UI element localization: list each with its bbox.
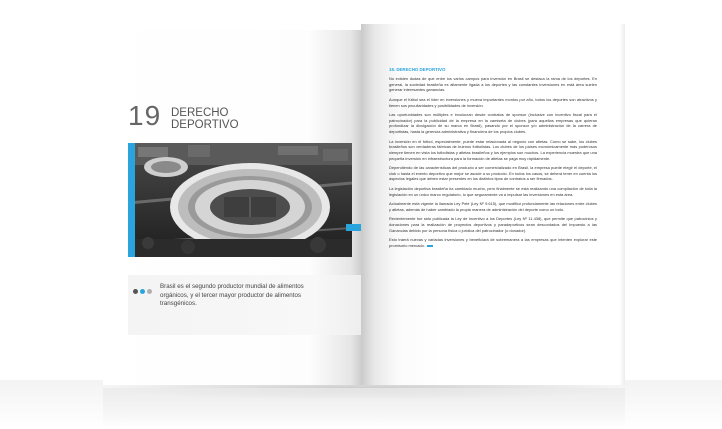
paragraph-7: Actualmente está vigente la llamada Ley Pelé (Ley Nº 9.615), que modificó profundamente las relaciones entre clubes y atletas, además de haber cambiado la propia manera de administración del deporte como un todo. bbox=[389, 201, 597, 212]
photo-accent-strip bbox=[128, 143, 135, 257]
paragraph-8: Recientemente fue sido publicada la Ley de Incentivo a los Deportes (Ley Nº 11.438), que permite que patrocinios y donaciones para la realización de proyectos deportivos y paradeportivos sean descontados del Impuesto a las Ganancias debido por la persona física o jurídica del patrocinador (o donador). bbox=[389, 216, 597, 233]
paragraph-6: La legislación deportiva brasileña ha cambiado mucho, pero finalmente se está realizando una compilación de toda la legislación en un único marco regulatorio, lo que seguramente va a impulsar las inversiones en esta área. bbox=[389, 185, 597, 197]
page-marker-bar bbox=[346, 224, 361, 231]
chapter-title bbox=[171, 107, 239, 131]
caption-text bbox=[160, 283, 350, 309]
book-reflection bbox=[103, 388, 625, 429]
paragraph-1: No existen dudas de que entre los varios campos para inversión en Brasil se destaca la rama de los deportes. En general, la sociedad brasileña es altamente ligada a los deportes y las constantes inversiones en está área suelen generar interesantes ganancias. bbox=[389, 76, 597, 93]
stadium-aerial-photo bbox=[128, 143, 352, 257]
caption-line-3: transgénicos. bbox=[160, 300, 197, 308]
dot-gray bbox=[147, 289, 152, 294]
section-heading: 19. DERECHO DEPORTIVO bbox=[389, 67, 446, 72]
chapter-number: 19 bbox=[128, 100, 162, 131]
paragraph-9-wrap bbox=[389, 237, 597, 248]
paragraph-3: Las oportunidades son múltiples e involucran desde contratos de sponsor (inclusive con incentivo fiscal para el patrocinador) para la publicidad de la empresa en la camiseta de clubes (para aquellas empresas que quieran profundizar la divulgación de su marca en Brasil), pasando por el sponsor y/o administración de la carrera de deportistas, hasta la gerencia administrativa y financiera de los propios clubes. bbox=[389, 112, 597, 135]
caption-line-2: orgánicos, y el tercer mayor productor de alimentos bbox=[160, 291, 302, 299]
caption-line-1: Brasil es el segundo productor mundial de alimentos bbox=[160, 283, 304, 290]
chapter-title-line2: DEPORTIVO bbox=[171, 119, 239, 131]
end-of-chapter-mark bbox=[427, 245, 433, 247]
bullet-dots bbox=[133, 289, 152, 294]
paragraph-4: La inversión en el fútbol, especialmente, puede estar relacionada al negocio con atletas. Como se sabe, los clubes brasileños son verdaderas fábricas de buenos futbolistas. Los clubes de los países económicamente más poderosos siempre tienen en vista los futbolistas y atletas brasileños y los ejemplos son muchos. La experiencia muestra que una pequeña inversión en infraestructura para la formación de atletas se paga muy rápidamente. bbox=[389, 138, 597, 161]
chapter-title-line1: DERECHO bbox=[171, 107, 229, 119]
dot-blue bbox=[140, 289, 145, 294]
paragraph-5: Dependiendo de las características del producto a ser comercializado en Brasil, la empresa puede elegir el deporte, el club o hasta el evento deportivo que mejor se asocie a su producto. En todos los casos, se deberá tener en cuenta los aspectos legales que deben estar presentes en los distintos tipos de contratos a ser firmados. bbox=[389, 165, 597, 182]
paragraph-9: Esto traerá nuevas y variadas inversiones y beneficiará de sobremanera a las empresas que intenten explorar este promisorio mercado. bbox=[389, 237, 597, 248]
paragraph-2: Aunque el fútbol sea el líder en inversiones y mueva importantes montos por año, todos los deportes son atractivos y tienen sus peculiaridades y posibilidades de inversión. bbox=[389, 96, 597, 108]
dot-dark bbox=[133, 289, 138, 294]
right-page-edge bbox=[620, 24, 625, 385]
stadium-illustration bbox=[128, 143, 352, 257]
section-body bbox=[389, 76, 597, 252]
